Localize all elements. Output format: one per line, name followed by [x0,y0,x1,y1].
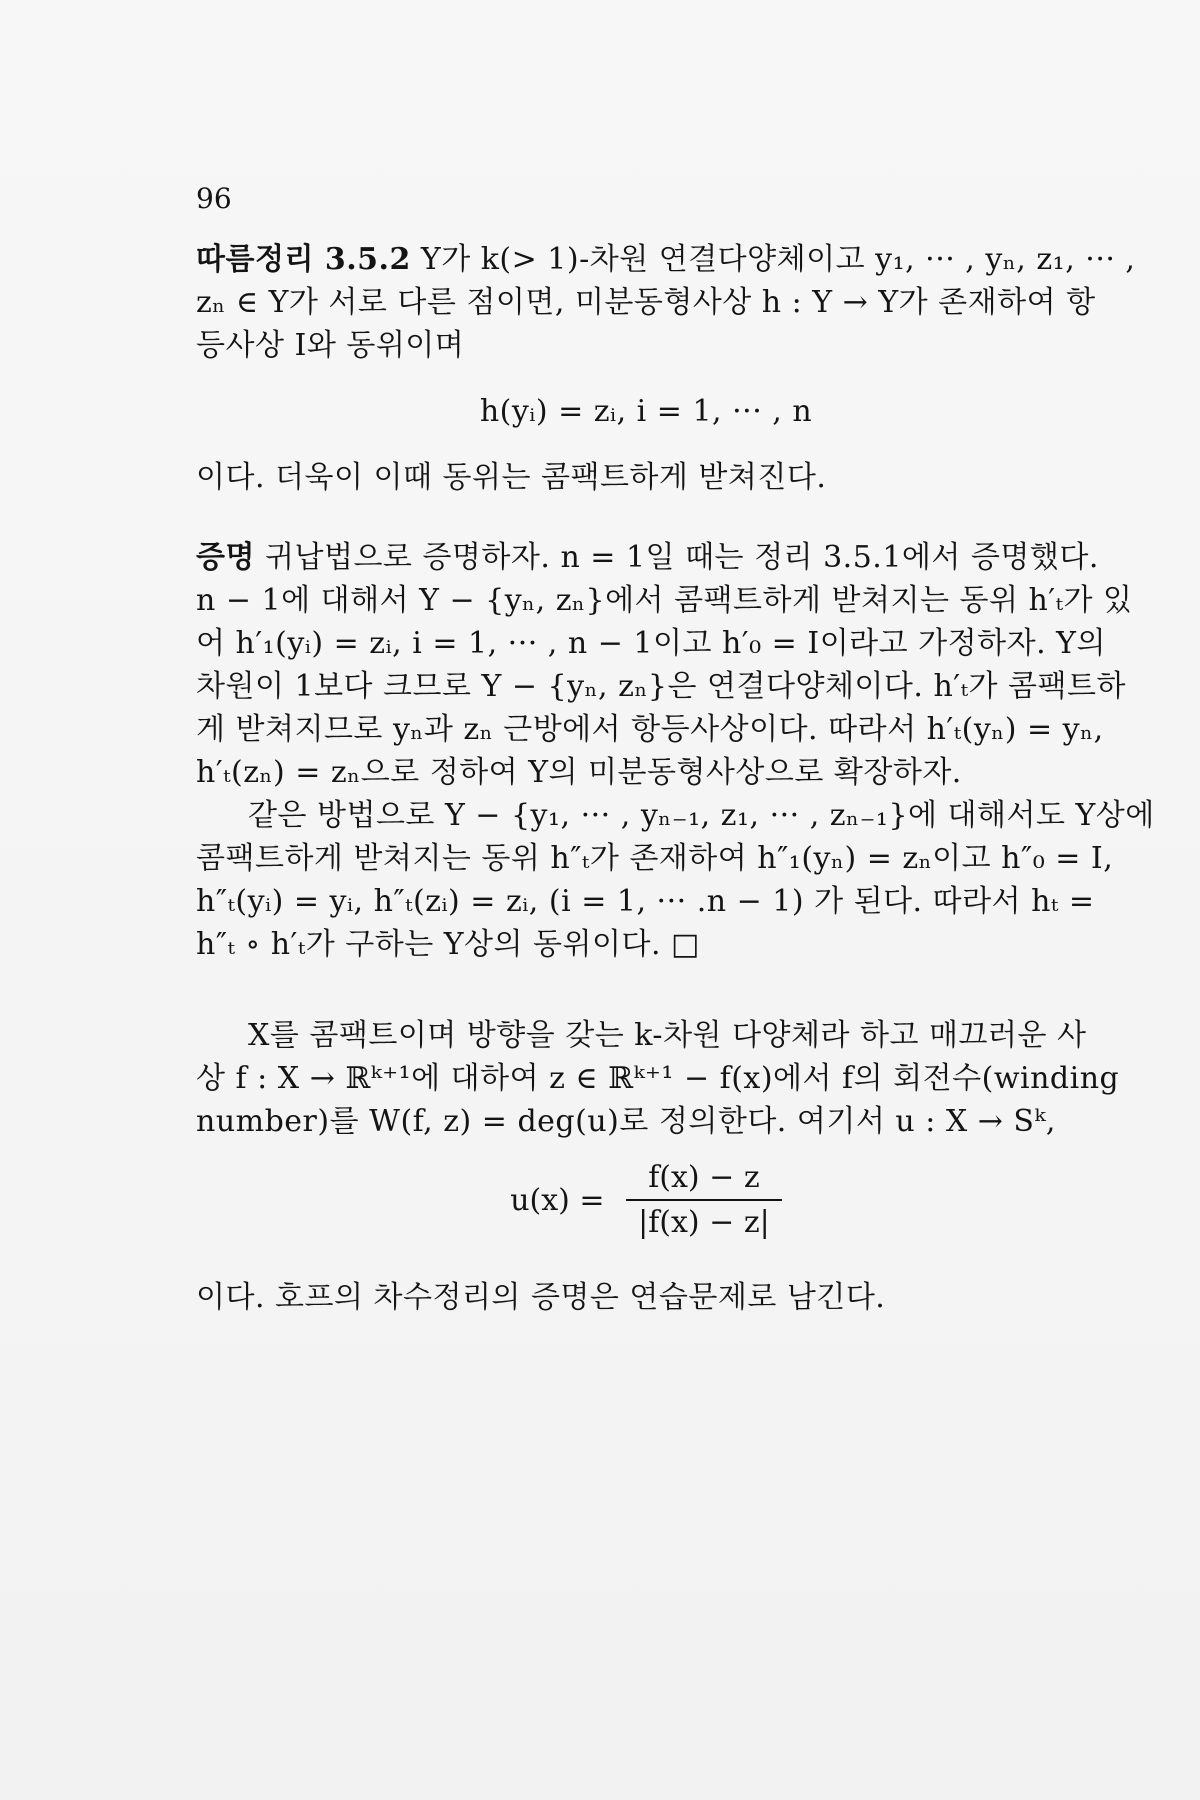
fraction-denominator: |f(x) − z| [638,1205,770,1240]
proof-line-4: 차원이 1보다 크므로 Y − {yₙ, zₙ}은 연결다양체이다. h′ₜ가 콤팩트하 [196,669,1126,704]
winding-line-4: 이다. 호프의 차수정리의 증명은 연습문제로 남긴다. [196,1280,886,1315]
corollary-line-2: zₙ ∈ Y가 서로 다른 점이면, 미분동형사상 h : Y → Y가 존재하여 항 [196,285,1096,320]
winding-line-3: number)를 W(f, z) = deg(u)로 정의한다. 여기서 u : X → Sᵏ, [196,1104,1056,1139]
corollary-line-1-text: Y가 k(> 1)-차원 연결다양체이고 y₁, ··· , yₙ, z₁, ··· , [420,242,1136,277]
proof-line-1 [196,538,1099,578]
corollary-line-1 [196,240,1136,280]
u-equation [196,1160,1096,1240]
proof-line-7: 같은 방법으로 Y − {y₁, ··· , yₙ₋₁, z₁, ··· , zₙ₋₁}에 대해서도 Y상에 [248,798,1155,833]
proof-line-8: 콤팩트하게 받쳐지는 동위 h″ₜ가 존재하여 h″₁(yₙ) = zₙ이고 h″₀ = I, [196,841,1114,876]
corollary-line-4: 이다. 더욱이 이때 동위는 콤팩트하게 받쳐진다. [196,460,827,495]
proof-line-5: 게 받쳐지므로 yₙ과 zₙ 근방에서 항등사상이다. 따라서 h′ₜ(yₙ) = yₙ, [196,712,1104,747]
proof-line-10: h″ₜ ∘ h′ₜ가 구하는 Y상의 동위이다. □ [196,927,700,962]
corollary-equation: h(yᵢ) = zᵢ, i = 1, ··· , n [479,394,813,429]
u-equation-fraction [626,1160,782,1240]
proof-line-9: h″ₜ(yᵢ) = yᵢ, h″ₜ(zᵢ) = zᵢ, (i = 1, ··· .n − 1) 가 된다. 따라서 hₜ = [196,884,1095,919]
proof-line-1-text: 귀납법으로 증명하자. n = 1일 때는 정리 3.5.1에서 증명했다. [265,540,1099,575]
fraction-numerator: f(x) − z [626,1160,782,1201]
proof-line-3: 어 h′₁(yᵢ) = zᵢ, i = 1, ··· , n − 1이고 h′₀ = I이라고 가정하자. Y의 [196,626,1106,661]
corollary-line-3: 등사상 I와 동위이며 [196,328,465,363]
page-number: 96 [196,182,232,215]
winding-line-2: 상 f : X → ℝᵏ⁺¹에 대하여 z ∈ ℝᵏ⁺¹ − f(x)에서 f의 회전수(winding [196,1061,1120,1096]
corollary-label: 따름정리 3.5.2 [196,242,411,277]
proof-label: 증명 [196,540,255,575]
proof-line-2: n − 1에 대해서 Y − {yₙ, zₙ}에서 콤팩트하게 받쳐지는 동위 h′ₜ가 있 [196,583,1133,618]
winding-line-1: X를 콤팩트이며 방향을 갖는 k-차원 다양체라 하고 매끄러운 사 [248,1018,1087,1053]
proof-line-6: h′ₜ(zₙ) = zₙ으로 정하여 Y의 미분동형사상으로 확장하자. [196,755,962,790]
u-equation-lhs: u(x) = [510,1182,605,1218]
